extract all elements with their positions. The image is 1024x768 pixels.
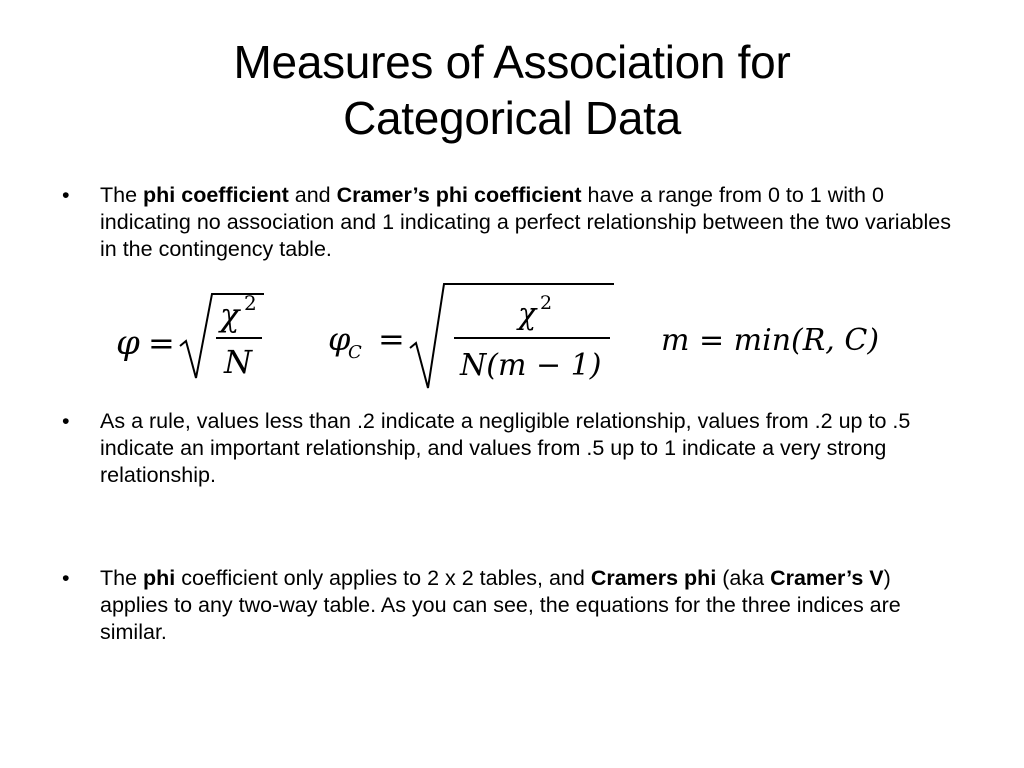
bold-text-run: Cramer’s V [770, 566, 884, 590]
chi-exponent: 2 [244, 291, 257, 315]
chi-symbol: χ [220, 296, 240, 334]
phi-formula-graphic [112, 278, 282, 396]
equals-sign: = [378, 320, 405, 358]
n-symbol: N [224, 343, 252, 381]
m-formula-graphic [657, 278, 907, 396]
bullet-text [100, 182, 962, 263]
formulas [112, 278, 912, 396]
title-line-1: Measures of Association for [233, 36, 791, 88]
bold-text-run: phi [143, 566, 176, 590]
bullet-icon: • [62, 183, 70, 207]
subscript-c: C [348, 342, 362, 363]
bold-text-run: Cramer’s phi coefficient [336, 183, 582, 207]
denominator: N(m − 1) [460, 348, 602, 383]
bullet-icon: • [62, 566, 70, 590]
equals-sign: = [148, 324, 175, 362]
text-run: As a rule, values less than .2 indicate a negligible relationship, values from .2 up to .5 indicate an important relationship, and values from .5 up to 1 indicate a very strong relationship. [100, 409, 911, 487]
bullet-icon: • [62, 409, 70, 433]
chi-exponent: 2 [540, 292, 553, 314]
bullet-item-3 [62, 565, 962, 646]
bullet-text [100, 565, 962, 646]
chi-symbol: χ [518, 297, 537, 332]
bold-text-run: phi coefficient [143, 183, 289, 207]
text-run: (aka [716, 566, 771, 590]
cramer-formula-graphic [322, 278, 622, 396]
slide-title [90, 34, 934, 146]
phi-symbol: φ [328, 320, 351, 358]
bullet-text [100, 408, 962, 489]
m-definition: m = min(R, C) [661, 323, 880, 358]
text-run: coefficient only applies to 2 x 2 tables, and [175, 566, 591, 590]
text-run: ) applies to any two-way table. As you can see, the equations for the three indices are similar. [100, 566, 901, 644]
text-run: The [100, 566, 144, 590]
title-line-2: Categorical Data [343, 92, 681, 144]
text-run: and [288, 183, 337, 207]
text-run: have a range from 0 to 1 with 0 indicating no association and 1 indicating a perfect relationship between the two variables in the contingency table. [100, 183, 951, 261]
phi-symbol: φ [116, 323, 140, 363]
cramer-formula [322, 278, 622, 401]
bold-text-run: Cramers phi [590, 566, 717, 590]
bullet-item-2 [62, 408, 962, 489]
bullet-item-1 [62, 182, 962, 263]
m-formula [657, 278, 907, 401]
phi-formula [112, 278, 282, 401]
text-run: The [100, 183, 144, 207]
